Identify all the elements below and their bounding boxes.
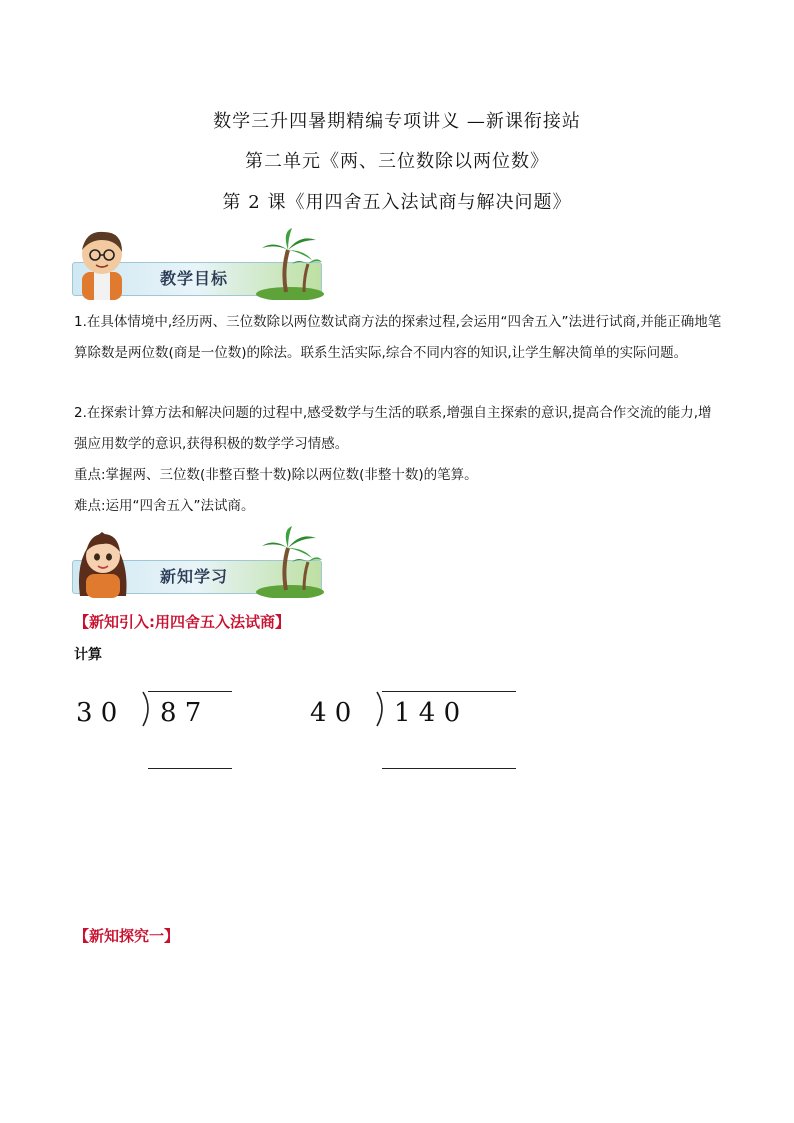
division-2-divisor: 4 0 [310,698,352,728]
explore-heading: 【新知探究一】 [74,927,180,945]
division-2-vinculum [382,691,516,692]
division-2-dividend: 1 4 0 [394,698,461,728]
division-1-vinculum [148,691,232,692]
calc-label: 计算 [74,647,102,663]
division-1-dividend: 8 7 [160,698,202,728]
key-point: 重点:掌握两、三位数(非整百整十数)除以两位数(非整十数)的笔算。 [74,467,478,483]
objective-paragraph-2: 2.在探索计算方法和解决问题的过程中,感受数学与生活的联系,增强自主探索的意识,提高合作交流的能力,增强应用数学的意识,获得积极的数学学习情感。 [74,405,712,452]
division-1-divisor: 3 0 [76,698,118,728]
division-2-answer-line [382,768,516,769]
intro-heading: 【新知引入:用四舍五入法试商】 [74,613,291,631]
objective-paragraph-1: 1.在具体情境中,经历两、三位数除以两位数试商方法的探索过程,会运用“四舍五入”法进行试商,并能正确地笔算除数是两位数(商是一位数)的除法。联系生活实际,综合不同内容的知识,让学生解决简单的实际问题。 [74,314,722,361]
difficult-point: 难点:运用“四舍五入”法试商。 [74,498,255,514]
new-learning-banner [72,522,324,598]
palm-tree-icon [252,226,324,300]
banner-label: 新知学习 [160,567,229,586]
student-girl-illustration-icon [72,522,134,598]
objectives-banner [72,224,324,300]
banner-label: 教学目标 [160,269,229,288]
teacher-illustration-icon [72,224,132,300]
document-title: 数学三升四暑期精编专项讲义 —新课衔接站 [213,111,581,132]
division-1-bracket [140,690,154,730]
palm-tree-icon [252,524,324,598]
lesson-title: 第 2 课《用四舍五入法试商与解决问题》 [222,192,572,213]
unit-title: 第二单元《两、三位数除以两位数》 [245,151,549,172]
division-2-bracket [374,690,388,730]
division-1-answer-line [148,768,232,769]
